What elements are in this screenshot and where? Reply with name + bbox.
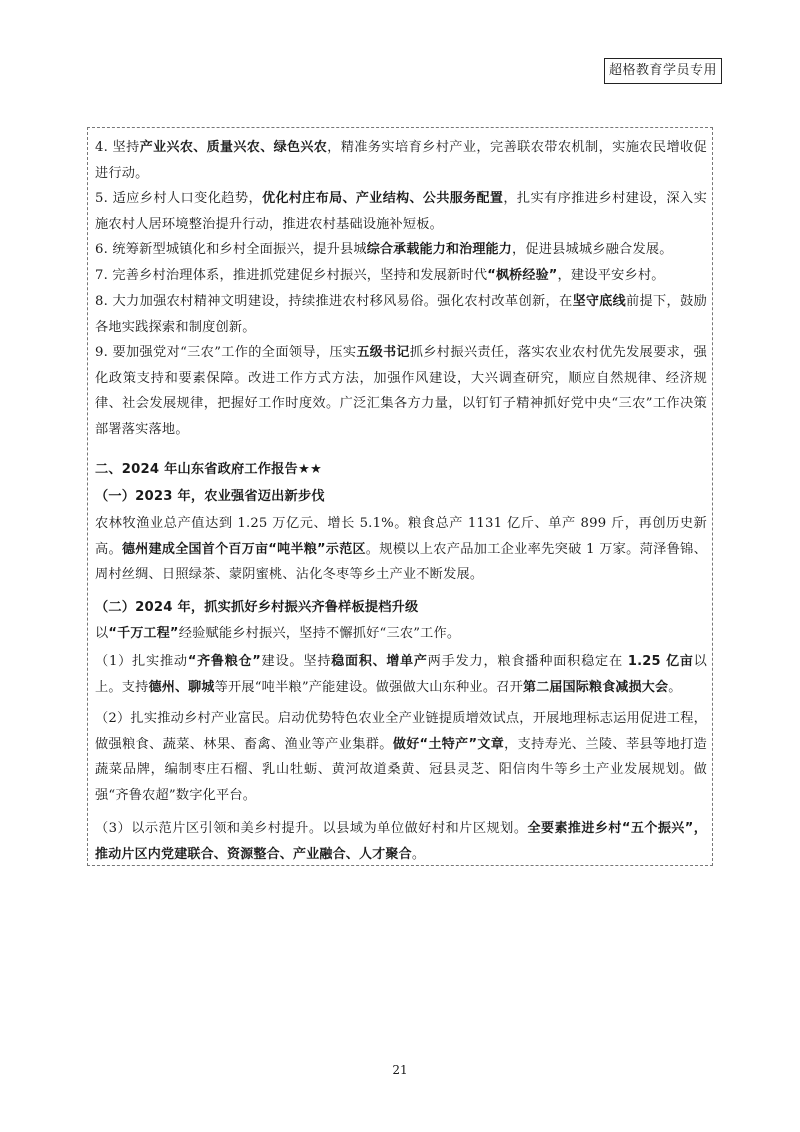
emphasis-text: 1.25 亿亩 bbox=[627, 654, 694, 669]
body-text: ，建设平安乡村。 bbox=[557, 268, 665, 283]
emphasis-text: 坚守底线 bbox=[572, 294, 626, 309]
emphasis-text: 二、2024 年山东省政府工作报告★★ bbox=[95, 462, 322, 477]
body-text: 。 bbox=[411, 846, 426, 862]
emphasis-text: “齐鲁粮仓” bbox=[187, 654, 261, 669]
emphasis-text: 五级书记 bbox=[356, 345, 410, 360]
emphasis-text: 德州、聊城 bbox=[148, 679, 215, 695]
paragraph-8 bbox=[95, 289, 707, 340]
paragraph-9 bbox=[95, 340, 707, 442]
body-text: 9. 要加强党对“三农”工作的全面领导，压实 bbox=[95, 345, 357, 360]
emphasis-text: 产业兴农、质量兴农、绿色兴农 bbox=[139, 140, 328, 155]
body-text: 农林牧渔业总产值达到 1.25 万亿元、增长 5.1%。粮食总产 1131 亿斤、单产 899 斤，再创历史新高。 bbox=[95, 516, 707, 557]
body-text: （3）以示范片区引领和美乡村提升。以县域为单位做好村和片区规划。 bbox=[95, 821, 528, 836]
body-text: （2）扎实推动乡村产业富民。启动优势特色农业全产业链提质增效试点，开展地理标志运用促进工程，做强粮食、蔬菜、林果、畜禽、渔业等产业集群。 bbox=[95, 711, 707, 752]
body-text: 。规模以上农产品加工企业率先突破 1 万家。菏泽鲁锦、周村丝绸、日照绿茶、蒙阴蜜桃、沾化冬枣等乡土产业不断发展。 bbox=[95, 541, 707, 582]
subheading-2023 bbox=[95, 484, 707, 510]
emphasis-text: 优化村庄布局、产业结构、公共服务配置 bbox=[262, 191, 504, 206]
emphasis-text: “千万工程” bbox=[108, 626, 179, 641]
body-text: 5. 适应乡村人口变化趋势， bbox=[95, 191, 263, 206]
body-text: 6. 统筹新型城镇化和乡村全面振兴，提升县城 bbox=[95, 242, 367, 257]
paragraph-item-3 bbox=[95, 816, 707, 867]
paragraph-qianwan bbox=[95, 621, 707, 647]
body-text: 7. 完善乡村治理体系，推进抓党建促乡村振兴，坚持和发展新时代 bbox=[95, 268, 488, 283]
body-text: ，促进县城城乡融合发展。 bbox=[511, 242, 673, 257]
body-text: 8. 大力加强农村精神文明建设，持续推进农村移风易俗。强化农村改革创新，在 bbox=[95, 294, 573, 309]
body-text: 两手发力，粮食播种面积稳定在 bbox=[427, 654, 628, 669]
body-text: 等开展“吨半粮”产能建设。做强做大山东种业。召开 bbox=[214, 679, 523, 695]
emphasis-text: 综合承载能力和治理能力 bbox=[366, 242, 512, 257]
body-text: 抓乡村振兴责任，落实农业农村优先发展要求，强化政策支持和要素保障。改进工作方式方法，加强作风建设，大兴调查研究，顺应自然规律、经济规律、社会发展规律，把握好工作时度效。广泛汇集各方力量，以钉钉子精神抓好党中央“三农”工作决策部署落实落地。 bbox=[95, 345, 708, 437]
subheading-2024 bbox=[95, 595, 707, 621]
emphasis-text: 德州建成全国首个百万亩“吨半粮”示范区 bbox=[121, 541, 366, 557]
emphasis-text: （二）2024 年，抓实抓好乡村振兴齐鲁样板提档升级 bbox=[95, 600, 419, 615]
paragraph-6 bbox=[95, 237, 707, 263]
body-text: 以 bbox=[95, 626, 109, 641]
page-number: 21 bbox=[392, 1063, 408, 1077]
body-text: 以上。支持 bbox=[95, 654, 707, 695]
body-text: （1）扎实推动 bbox=[95, 654, 188, 669]
emphasis-text: 稳面积、增单产 bbox=[331, 654, 428, 669]
paragraph-5 bbox=[95, 186, 707, 237]
section-heading-2024-report bbox=[95, 457, 707, 483]
body-text: ，扎实有序推进乡村建设，深入实施农村人居环境整治提升行动，推进农村基础设施补短板。 bbox=[95, 191, 707, 232]
emphasis-text: （一）2023 年，农业强省迈出新步伐 bbox=[95, 489, 325, 504]
body-text: 前提下，鼓励各地实践探索和制度创新。 bbox=[95, 294, 707, 335]
emphasis-text: 做好“土特产”文章 bbox=[392, 736, 505, 752]
paragraph-2023-stats bbox=[95, 511, 707, 588]
body-text: 4. 坚持 bbox=[95, 140, 140, 155]
emphasis-text: 第二届国际粮食减损大会 bbox=[523, 679, 669, 695]
paragraph-7 bbox=[95, 263, 707, 289]
emphasis-text: 全要素推进乡村“五个振兴”，推动片区内党建联合、资源整合、产业融合、人才聚合 bbox=[95, 821, 707, 862]
paragraph-4 bbox=[95, 135, 707, 186]
body-text: 经验赋能乡村振兴，坚持不懈抓好“三农”工作。 bbox=[178, 626, 461, 641]
body-text: ，支持寿光、兰陵、莘县等地打造蔬菜品牌，编制枣庄石榴、乳山牡蛎、黄河故道桑黄、冠县灵芝、阳信肉牛等乡土产业发展规划。做强“齐鲁农超”数字化平台。 bbox=[95, 736, 708, 803]
emphasis-text: “枫桥经验” bbox=[487, 268, 558, 283]
exclusive-use-badge: 超格教育学员专用 bbox=[604, 58, 722, 84]
paragraph-item-2 bbox=[95, 706, 707, 808]
body-text: 建设。坚持 bbox=[260, 654, 332, 669]
paragraph-item-1 bbox=[95, 649, 707, 700]
body-text: ，精准务实培育乡村产业，完善联农带农机制，实施农民增收促进行动。 bbox=[95, 140, 707, 181]
body-text: 。 bbox=[668, 679, 682, 695]
